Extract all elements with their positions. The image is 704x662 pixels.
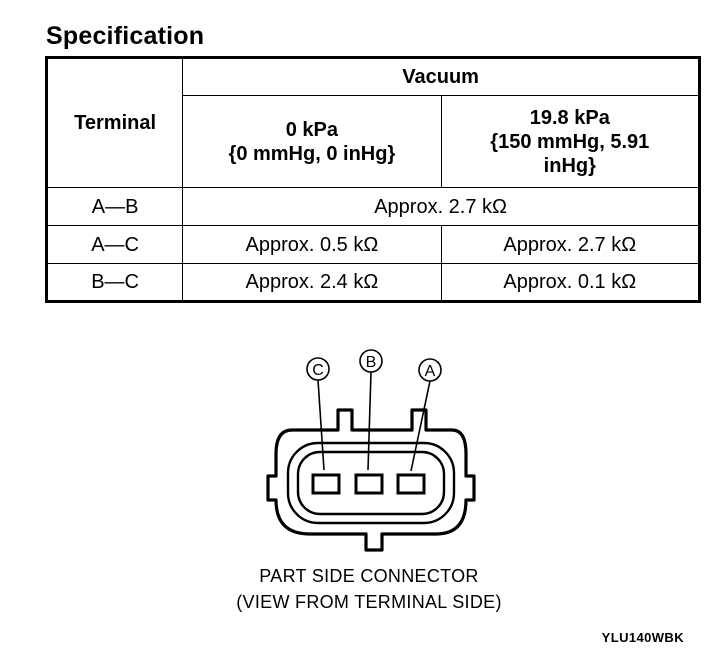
resistance-cell: Approx. 0.5 kΩ [183, 226, 441, 264]
vacuum-19kpa-header [441, 96, 699, 188]
connector-caption-line1: PART SIDE CONNECTOR [259, 566, 479, 586]
page-title: Specification [46, 22, 205, 50]
terminal-c-pin [313, 475, 339, 493]
connector-caption-line2: (VIEW FROM TERMINAL SIDE) [236, 592, 502, 612]
terminal-cell: A—C [47, 226, 183, 264]
terminal-cell: B—C [47, 264, 183, 302]
figure-code: YLU140WBK [601, 630, 684, 645]
terminal-a-label: A [424, 363, 436, 380]
vacuum-0kpa-line2: {0 mmHg, 0 inHg} [228, 142, 396, 165]
terminal-cell: A—B [47, 188, 183, 226]
terminal-b-pin [356, 475, 382, 493]
vacuum-header: Vacuum [183, 58, 700, 96]
terminal-a-pin [398, 475, 424, 493]
table-row [47, 188, 700, 226]
connector-inner-face [298, 452, 444, 514]
vacuum-19kpa-line2: {150 mmHg, 5.91 [490, 130, 650, 153]
vacuum-0kpa-line1: 0 kPa [285, 118, 339, 141]
table-row [47, 264, 700, 302]
resistance-cell: Approx. 2.4 kΩ [183, 264, 441, 302]
terminal-b-label: B [365, 354, 377, 371]
table-header-row [47, 58, 700, 96]
resistance-cell: Approx. 0.1 kΩ [441, 264, 699, 302]
terminal-c-leader [318, 380, 324, 470]
connector-diagram [258, 342, 488, 560]
specification-table [45, 56, 701, 303]
resistance-cell: Approx. 2.7 kΩ [183, 188, 700, 226]
table-row [47, 226, 700, 264]
vacuum-19kpa-line3: inHg} [543, 154, 596, 177]
terminal-b-leader [368, 372, 371, 470]
resistance-cell: Approx. 2.7 kΩ [441, 226, 699, 264]
vacuum-0kpa-header [183, 96, 441, 188]
vacuum-19kpa-line1: 19.8 kPa [529, 106, 610, 129]
terminal-header: Terminal [47, 58, 183, 188]
terminal-c-label: C [312, 362, 324, 379]
